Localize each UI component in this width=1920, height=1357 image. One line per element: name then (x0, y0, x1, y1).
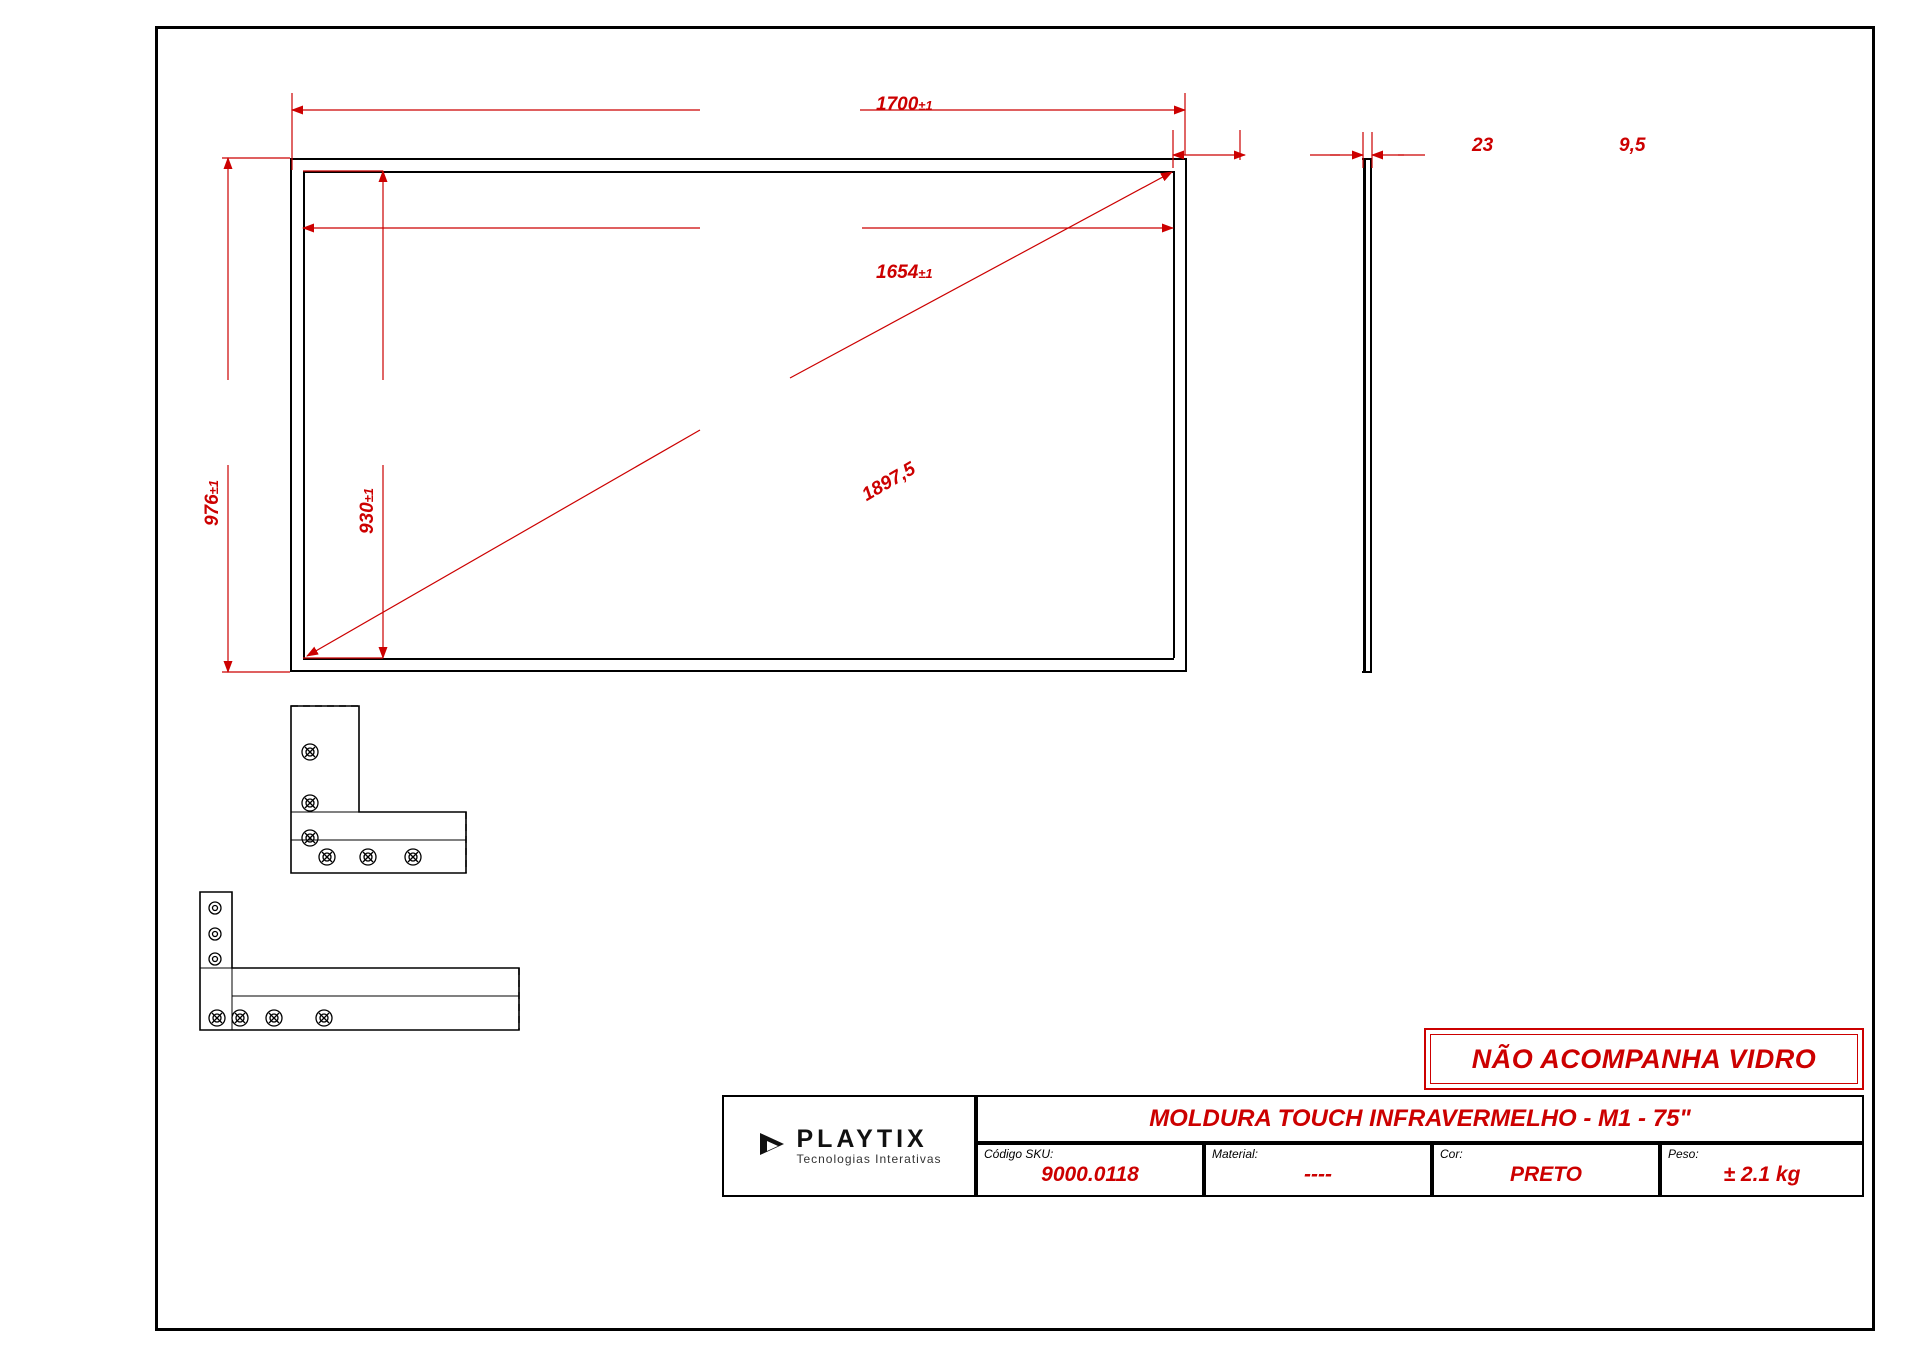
field-label-color: Cor: (1440, 1147, 1463, 1161)
frame-outer-left (290, 158, 292, 672)
dimension-active-height: 930±1 (357, 487, 379, 535)
dimension-outer-width: 1700±1 (876, 94, 933, 115)
dimension-active-width: 1654±1 (876, 262, 933, 283)
dimension-outer-height: 976±1 (202, 479, 224, 527)
note-text: NÃO ACOMPANHA VIDRO (1471, 1043, 1817, 1074)
dimension-diagonal: 1897,5 (858, 458, 920, 506)
frame-outer-bottom (290, 670, 1187, 672)
product-title: MOLDURA TOUCH INFRAVERMELHO - M1 - 75" (1149, 1105, 1691, 1132)
playtix-logo-icon (756, 1129, 790, 1163)
side-view-top-cap (1362, 158, 1372, 160)
title-block-field-weight (1660, 1143, 1864, 1197)
title-block-product-title-cell (976, 1095, 1864, 1143)
field-label-material: Material: (1212, 1147, 1259, 1161)
field-value-material: ---- (1304, 1163, 1332, 1186)
dimension-frame-border: 23 (1472, 135, 1494, 156)
title-block-field-sku (976, 1143, 1204, 1197)
frame-inner-bottom (303, 658, 1174, 660)
side-view-profile-right (1370, 158, 1372, 672)
field-value-color: PRETO (1510, 1163, 1582, 1186)
frame-outer-right (1185, 158, 1187, 672)
title-block-logo-cell (722, 1095, 976, 1197)
title-block-field-material (1204, 1143, 1432, 1197)
field-value-sku: 9000.0118 (1041, 1163, 1139, 1186)
field-label-sku: Código SKU: (984, 1147, 1054, 1161)
side-view-bottom-cap (1362, 671, 1372, 673)
frame-inner-left (303, 171, 305, 658)
title-block-field-color (1432, 1143, 1660, 1197)
brand-name: PLAYTIX (796, 1124, 928, 1153)
frame-inner-right (1173, 171, 1175, 658)
frame-outer-top (290, 158, 1187, 160)
dimension-thickness: 9,5 (1619, 135, 1646, 156)
brand-tagline: Tecnologias Interativas (796, 1152, 942, 1167)
frame-inner-top (303, 171, 1174, 173)
field-value-weight: ± 2.1 kg (1723, 1163, 1801, 1186)
field-label-weight: Peso: (1668, 1147, 1699, 1161)
side-view-profile-left (1363, 158, 1366, 672)
